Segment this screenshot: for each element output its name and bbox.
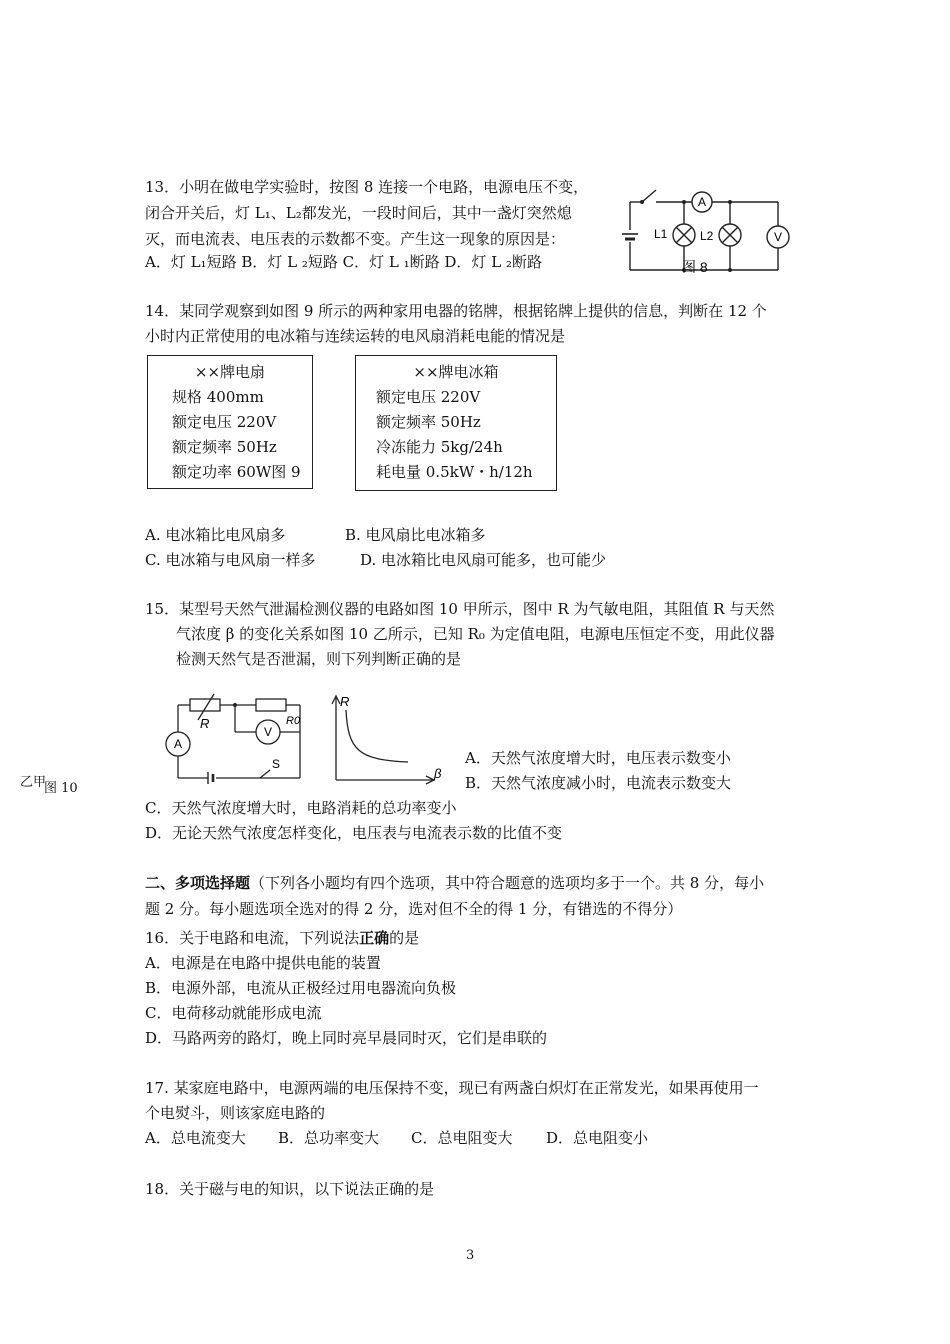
q15-option-d: D．无论天然气浓度怎样变化，电压表与电流表示数的比值不变 [145,824,563,842]
q13-line-1: 13．小明在做电学实验时，按图 8 连接一个电路，电源电压不变， [145,178,589,196]
fridge-nameplate [355,355,557,491]
figure-10-graph [318,690,448,788]
q14-option-b: B. 电风扇比电冰箱多 [345,526,486,544]
fan-frequency-row: 额定频率 50Hz [172,438,277,456]
q14-line-1: 14．某同学观察到如图 9 所示的两种家用电器的铭牌，根据铭牌上提供的信息，判断在 12 个 [145,302,767,320]
q16-option-c: C．电荷移动就能形成电流 [145,1004,322,1022]
figure-8-caption: 图 8 [682,259,708,275]
figure-10-caption: 图 10 [44,781,78,796]
q13-line-3: 灭，而电流表、电压表的示数都不变。产生这一现象的原因是： [145,230,566,248]
figure-8-circuit [612,180,792,280]
voltmeter-label: V [773,230,783,244]
ammeter-label: A [173,737,183,751]
q14-option-d: D. 电冰箱比电风扇可能多，也可能少 [360,551,607,569]
fan-nameplate [147,355,313,489]
figure-9-caption: 图 9 [271,463,301,481]
resistor-r-label: R [200,716,210,731]
q14-line-2: 小时内正常使用的电冰箱与连续运转的电风扇消耗电能的情况是 [145,327,566,345]
ammeter-label: A [697,195,707,209]
section-2-heading: 二、多项选择题 [145,874,251,892]
resistor-r0-label: R0 [286,715,301,727]
q15-option-a: A．天然气浓度增大时，电压表示数变小 [465,749,731,767]
q17-option-d: D．总电阻变小 [546,1129,649,1147]
q16-option-a: A．电源是在电路中提供电能的装置 [145,954,381,972]
switch-label: S [272,757,281,771]
fridge-consumption-row: 耗电量 0.5kW・h/12h [376,463,533,481]
q16-option-b: B．电源外部，电流从正极经过用电器流向负极 [145,979,457,997]
q13-line-2: 闭合开关后，灯 L₁、L₂都发光，一段时间后，其中一盏灯突然熄 [145,204,572,222]
fridge-frequency-row: 额定频率 50Hz [376,413,481,431]
lamp1-label: L1 [654,227,668,241]
fan-spec-row: 规格 400mm [172,388,264,406]
section-2-desc: 题 2 分。每小题选项全选对的得 2 分，选对但不全的得 1 分，有错选的不得分） [145,900,683,918]
q15-line-3: 检测天然气是否泄漏，则下列判断正确的是 [176,650,462,668]
fan-nameplate-title: ××牌电扇 [194,363,266,381]
fan-voltage-row: 额定电压 220V [172,413,277,431]
q15-option-b: B．天然气浓度减小时，电流表示数变大 [465,774,732,792]
q17-option-a: A．总电流变大 [145,1129,246,1147]
q15-option-c: C．天然气浓度增大时，电路消耗的总功率变小 [145,799,457,817]
figure-10-circuit [160,690,310,788]
q18-stem: 18．关于磁与电的知识，以下说法正确的是 [145,1180,435,1198]
section-2-intro: 二、多项选择题（下列各小题均有四个选项，其中符合题意的选项均多于一个。共 8 分，每小 [145,874,765,892]
q13-options: A．灯 L₁短路 B．灯 L ₂短路 C．灯 L ₁断路 D．灯 L ₂断路 [145,253,542,271]
q16-option-d: D．马路两旁的路灯，晚上同时亮早晨同时灭，它们是串联的 [145,1029,548,1047]
q17-line-1: 17. 某家庭电路中，电源两端的电压保持不变，现已有两盏白炽灯在正常发光，如果再使用一 [145,1079,759,1097]
fridge-nameplate-title: ××牌电冰箱 [413,363,499,381]
q14-option-c: C. 电冰箱与电风扇一样多 [145,551,316,569]
q15-line-1: 15．某型号天然气泄漏检测仪器的电路如图 10 甲所示，图中 R 为气敏电阻，其阻值 R 与天然 [145,600,775,618]
axis-r-label: R [340,694,350,709]
q17-option-b: B．总功率变大 [278,1129,380,1147]
fridge-voltage-row: 额定电压 220V [376,388,481,406]
q14-option-a: A. 电冰箱比电风扇多 [145,526,286,544]
fan-power-row: 额定功率 60W图 9 [172,463,301,481]
q15-line-2: 气浓度 β 的变化关系如图 10 乙所示，已知 R₀ 为定值电阻，电源电压恒定不变，用此仪器 [176,625,775,643]
q17-option-c: C．总电阻变大 [411,1129,513,1147]
lamp2-label: L2 [700,229,714,243]
q16-stem: 16．关于电路和电流，下列说法正确的是 [145,929,420,947]
voltmeter-label: V [263,725,273,739]
axis-beta-label: β [434,766,442,781]
figure-10-side-mark: 乙甲 [20,775,47,790]
page-number: 3 [466,1248,475,1263]
fridge-freezing-row: 冷冻能力 5kg/24h [376,438,503,456]
q17-line-2: 个电熨斗，则该家庭电路的 [145,1104,326,1122]
